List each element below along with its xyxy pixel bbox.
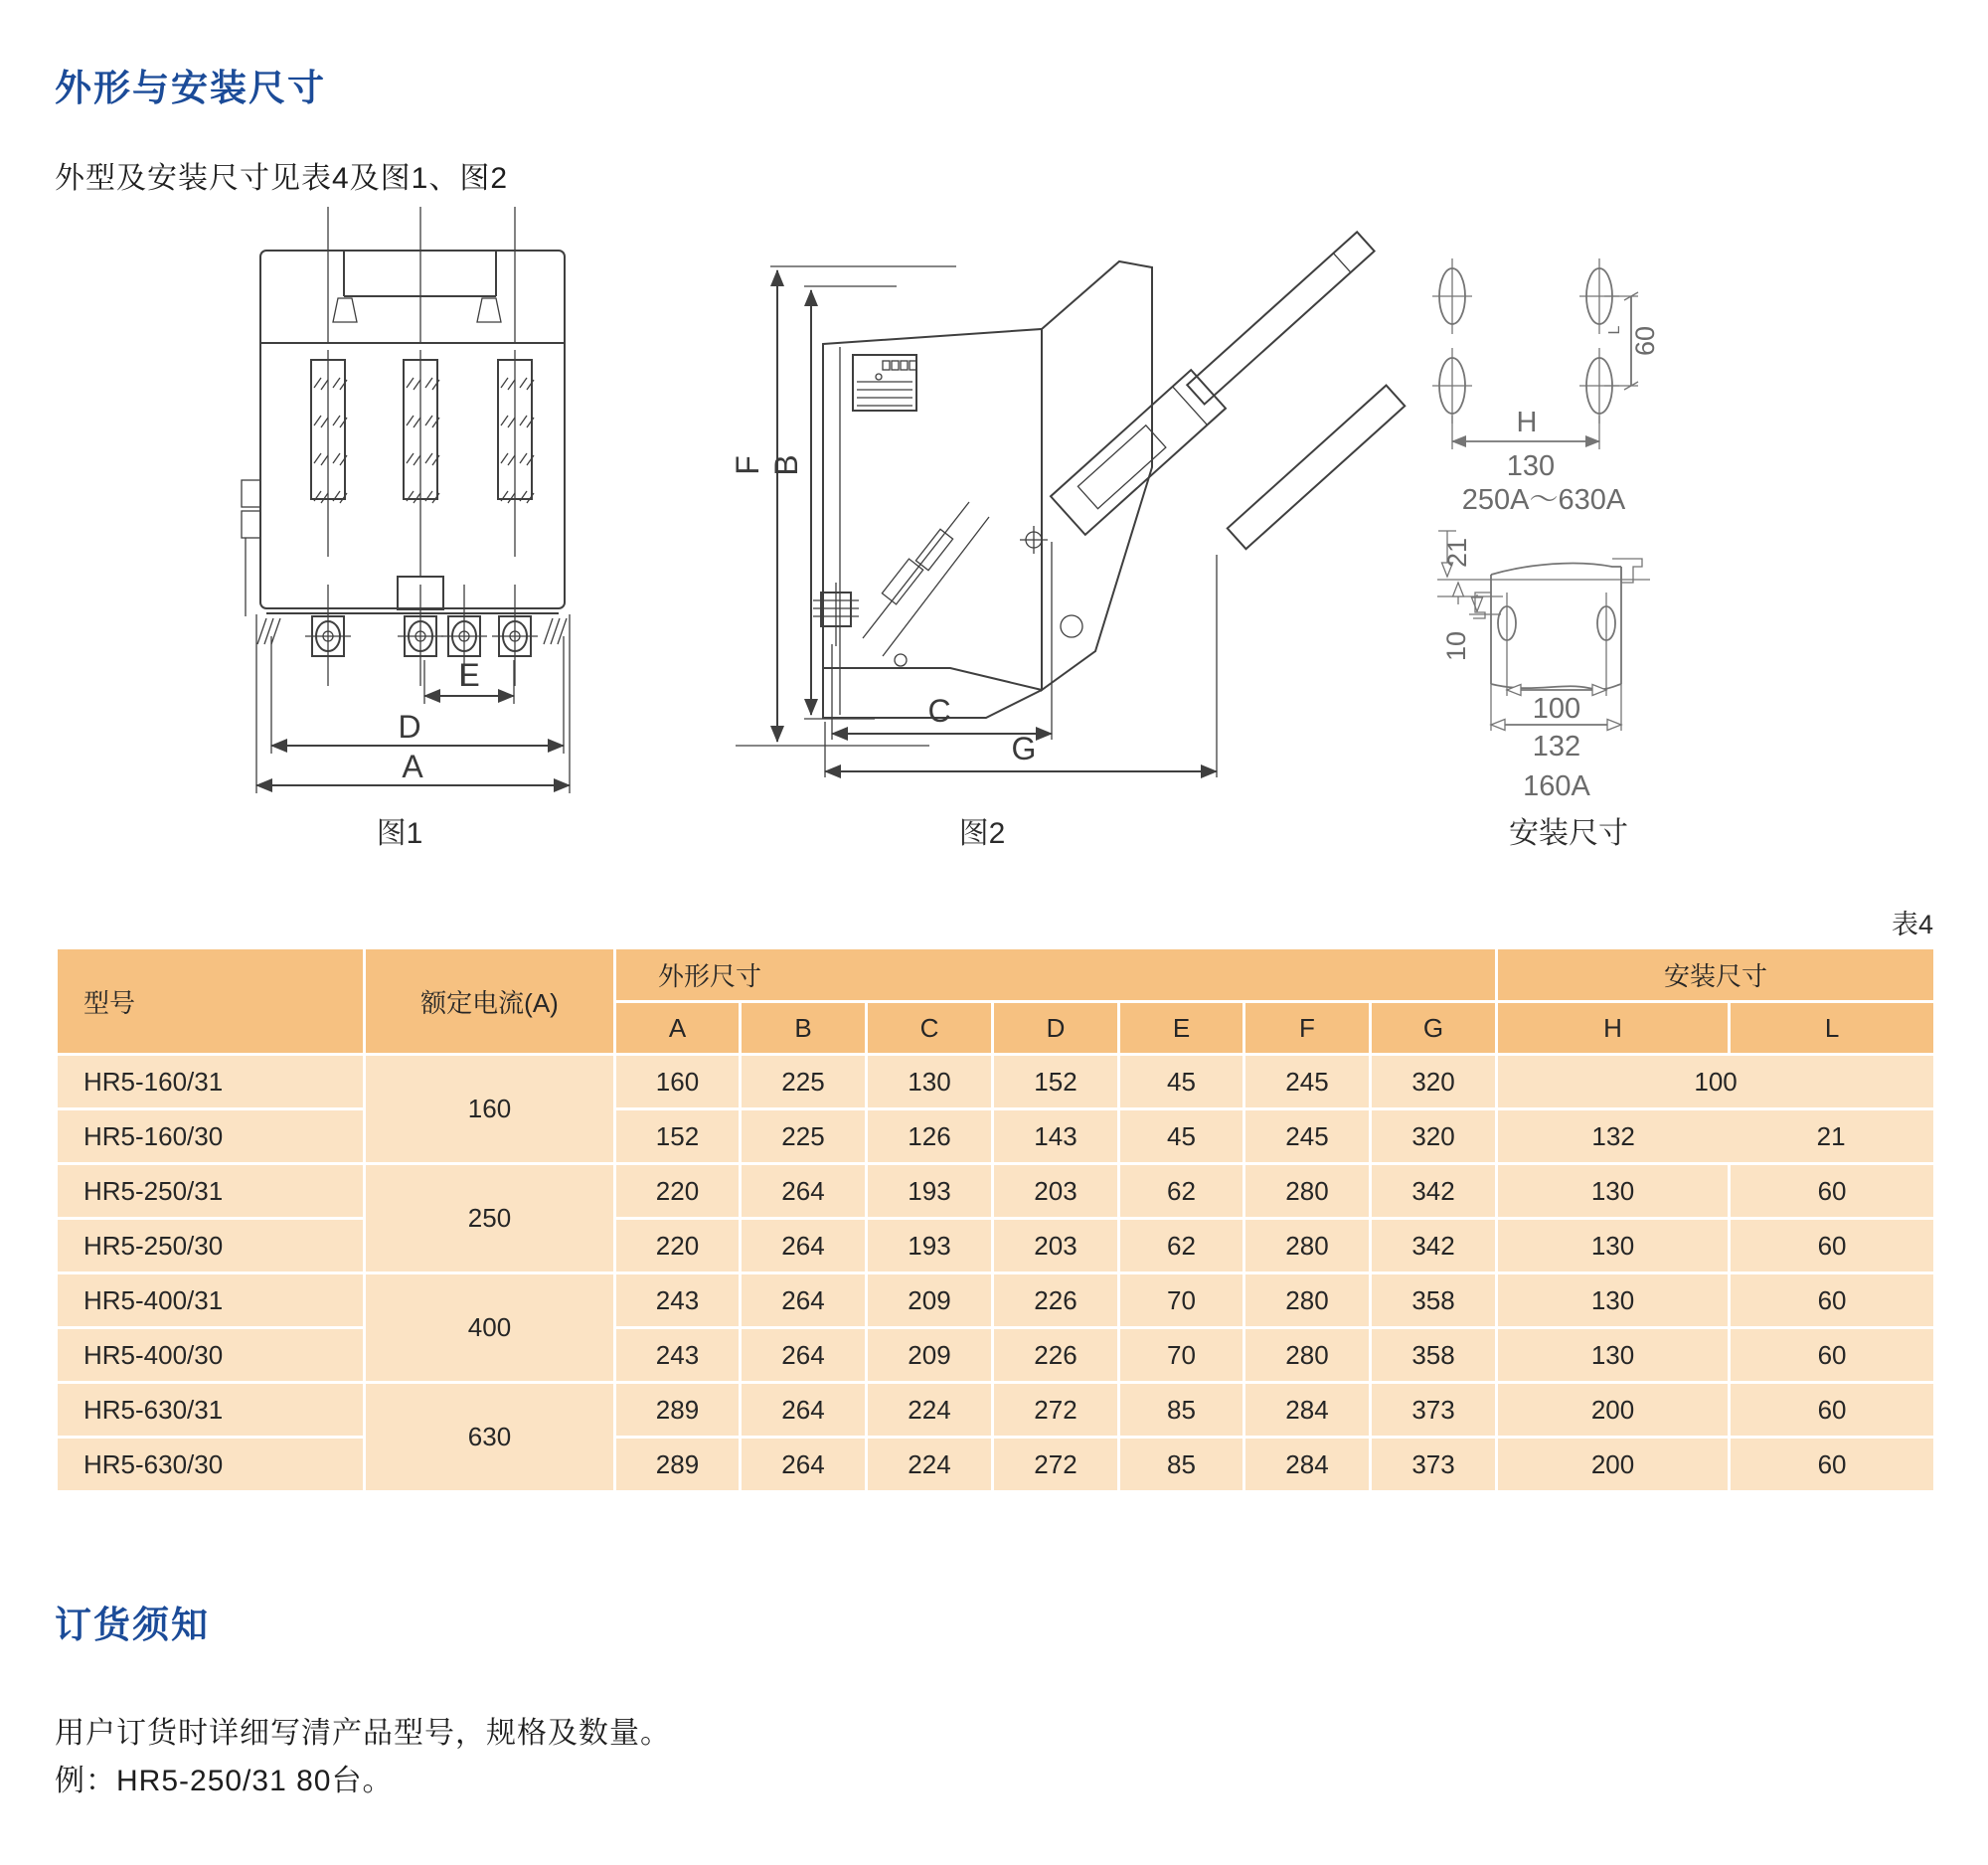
fig1-dim-a-label: A bbox=[402, 749, 423, 784]
cell-d: 203 bbox=[993, 1164, 1119, 1219]
cell-f: 280 bbox=[1244, 1273, 1371, 1328]
order-note-line1: 用户订货时详细写清产品型号，规格及数量。 bbox=[55, 1717, 671, 1750]
cell-g: 358 bbox=[1371, 1273, 1497, 1328]
cell-a: 220 bbox=[615, 1164, 741, 1219]
table-header-row bbox=[57, 948, 1935, 1002]
cell-c: 193 bbox=[867, 1219, 993, 1273]
cell-b: 264 bbox=[741, 1328, 867, 1383]
table-row bbox=[57, 1164, 1935, 1219]
cell-l: 60 bbox=[1730, 1219, 1935, 1273]
cell-c: 126 bbox=[867, 1109, 993, 1164]
cell-e: 45 bbox=[1119, 1109, 1244, 1164]
col-header-d: D bbox=[993, 1002, 1119, 1055]
mount-160-hole-span: 100 bbox=[1532, 693, 1581, 725]
col-header-a: A bbox=[615, 1002, 741, 1055]
mount-160-overall-width: 132 bbox=[1532, 731, 1581, 763]
cell-e: 45 bbox=[1119, 1055, 1244, 1109]
fig2-dim-b-label: B bbox=[768, 454, 804, 476]
fig2-dim-g-label: G bbox=[1011, 731, 1037, 766]
figure-2-caption: 图2 bbox=[958, 817, 1006, 850]
page-title: 外形与安装尺寸 bbox=[55, 68, 326, 108]
cell-hl-merged: 100 bbox=[1497, 1055, 1935, 1109]
figure-2-side-view bbox=[730, 232, 1405, 850]
cell-e: 62 bbox=[1119, 1164, 1244, 1219]
col-header-b: B bbox=[741, 1002, 867, 1055]
cell-l: 60 bbox=[1730, 1328, 1935, 1383]
cell-h: 200 bbox=[1497, 1438, 1730, 1492]
cell-current: 400 bbox=[365, 1273, 615, 1383]
cell-a: 243 bbox=[615, 1328, 741, 1383]
cell-model: HR5-400/31 bbox=[57, 1273, 365, 1328]
cell-g: 358 bbox=[1371, 1328, 1497, 1383]
group-header-outline: 外形尺寸 bbox=[615, 948, 1497, 1002]
cell-f: 245 bbox=[1244, 1055, 1371, 1109]
col-header-h: H bbox=[1497, 1002, 1730, 1055]
table-row bbox=[57, 1328, 1935, 1383]
dimension-table bbox=[55, 946, 1936, 1493]
cell-d: 203 bbox=[993, 1219, 1119, 1273]
fig1-dim-d-label: D bbox=[398, 709, 421, 745]
table-row bbox=[57, 1438, 1935, 1492]
group-header-mounting: 安装尺寸 bbox=[1497, 948, 1935, 1002]
fig2-dim-f-label: F bbox=[730, 455, 765, 475]
mount-top-l-value: 60 bbox=[1630, 325, 1660, 357]
cell-b: 264 bbox=[741, 1438, 867, 1492]
mounting-diagram-160 bbox=[1437, 531, 1650, 850]
cell-g: 320 bbox=[1371, 1109, 1497, 1164]
mount-top-h-label: H bbox=[1516, 407, 1538, 438]
cell-h: 130 bbox=[1497, 1328, 1730, 1383]
subtitle: 外型及安装尺寸见表4及图1、图2 bbox=[55, 162, 509, 195]
cell-c: 209 bbox=[867, 1273, 993, 1328]
cell-b: 225 bbox=[741, 1109, 867, 1164]
figure-1-front-view bbox=[242, 207, 570, 850]
cell-d: 152 bbox=[993, 1055, 1119, 1109]
cell-model: HR5-160/30 bbox=[57, 1109, 365, 1164]
cell-model: HR5-250/30 bbox=[57, 1219, 365, 1273]
mount-subcaption: 安装尺寸 bbox=[1509, 817, 1628, 850]
cell-d: 226 bbox=[993, 1328, 1119, 1383]
cell-current: 250 bbox=[365, 1164, 615, 1273]
cell-g: 342 bbox=[1371, 1219, 1497, 1273]
col-header-l: L bbox=[1730, 1002, 1935, 1055]
cell-e: 85 bbox=[1119, 1438, 1244, 1492]
mount-top-caption: 250A～630A bbox=[1461, 484, 1626, 516]
table-row bbox=[57, 1219, 1935, 1273]
cell-e: 70 bbox=[1119, 1273, 1244, 1328]
cell-f: 280 bbox=[1244, 1328, 1371, 1383]
cell-h: 130 bbox=[1497, 1164, 1730, 1219]
cell-h: 132 bbox=[1591, 1120, 1635, 1151]
table-row bbox=[57, 1273, 1935, 1328]
order-section-title: 订货须知 bbox=[55, 1605, 210, 1645]
mount-160-hook-depth: 10 bbox=[1441, 630, 1471, 662]
cell-e: 70 bbox=[1119, 1328, 1244, 1383]
order-note-line2: 例：HR5-250/31 80台。 bbox=[55, 1765, 394, 1797]
technical-drawings bbox=[0, 0, 1988, 875]
cell-b: 264 bbox=[741, 1383, 867, 1438]
table-row bbox=[57, 1109, 1935, 1164]
mount-160-top-offset: 21 bbox=[1442, 537, 1472, 569]
cell-model: HR5-630/31 bbox=[57, 1383, 365, 1438]
cell-model: HR5-630/30 bbox=[57, 1438, 365, 1492]
cell-f: 284 bbox=[1244, 1383, 1371, 1438]
cell-b: 225 bbox=[741, 1055, 867, 1109]
cell-b: 264 bbox=[741, 1164, 867, 1219]
cell-g: 342 bbox=[1371, 1164, 1497, 1219]
cell-d: 226 bbox=[993, 1273, 1119, 1328]
cell-hl bbox=[1497, 1109, 1935, 1164]
cell-l: 60 bbox=[1730, 1273, 1935, 1328]
cell-a: 289 bbox=[615, 1438, 741, 1492]
cell-d: 272 bbox=[993, 1438, 1119, 1492]
mount-160-caption: 160A bbox=[1523, 770, 1590, 802]
cell-f: 280 bbox=[1244, 1219, 1371, 1273]
table-tag: 表4 bbox=[1891, 910, 1933, 939]
cell-c: 224 bbox=[867, 1438, 993, 1492]
col-header-model: 型号 bbox=[57, 948, 365, 1055]
cell-c: 193 bbox=[867, 1164, 993, 1219]
col-header-current: 额定电流(A) bbox=[365, 948, 615, 1055]
cell-d: 143 bbox=[993, 1109, 1119, 1164]
cell-d: 272 bbox=[993, 1383, 1119, 1438]
cell-g: 373 bbox=[1371, 1383, 1497, 1438]
cell-a: 289 bbox=[615, 1383, 741, 1438]
cell-g: 373 bbox=[1371, 1438, 1497, 1492]
table-row bbox=[57, 1383, 1935, 1438]
cell-c: 209 bbox=[867, 1328, 993, 1383]
cell-current: 160 bbox=[365, 1055, 615, 1164]
cell-model: HR5-250/31 bbox=[57, 1164, 365, 1219]
cell-c: 130 bbox=[867, 1055, 993, 1109]
cell-f: 284 bbox=[1244, 1438, 1371, 1492]
fig2-dim-c-label: C bbox=[927, 693, 951, 729]
cell-g: 320 bbox=[1371, 1055, 1497, 1109]
mount-top-l-label: L bbox=[1606, 325, 1623, 335]
cell-h: 200 bbox=[1497, 1383, 1730, 1438]
cell-model: HR5-400/30 bbox=[57, 1328, 365, 1383]
cell-a: 220 bbox=[615, 1219, 741, 1273]
col-header-c: C bbox=[867, 1002, 993, 1055]
cell-e: 85 bbox=[1119, 1383, 1244, 1438]
cell-a: 160 bbox=[615, 1055, 741, 1109]
cell-e: 62 bbox=[1119, 1219, 1244, 1273]
mount-top-h-value: 130 bbox=[1506, 450, 1556, 482]
col-header-e: E bbox=[1119, 1002, 1244, 1055]
cell-l: 60 bbox=[1730, 1438, 1935, 1492]
cell-c: 224 bbox=[867, 1383, 993, 1438]
cell-l: 60 bbox=[1730, 1164, 1935, 1219]
col-header-g: G bbox=[1371, 1002, 1497, 1055]
figure-1-caption: 图1 bbox=[376, 817, 423, 850]
cell-l: 21 bbox=[1816, 1120, 1846, 1151]
cell-b: 264 bbox=[741, 1219, 867, 1273]
cell-a: 152 bbox=[615, 1109, 741, 1164]
mounting-diagram-250-630 bbox=[1432, 258, 1660, 516]
cell-h: 130 bbox=[1497, 1273, 1730, 1328]
cell-current: 630 bbox=[365, 1383, 615, 1492]
cell-h: 130 bbox=[1497, 1219, 1730, 1273]
cell-model: HR5-160/31 bbox=[57, 1055, 365, 1109]
table-row bbox=[57, 1055, 1935, 1109]
fig1-dim-e-label: E bbox=[458, 657, 480, 693]
cell-a: 243 bbox=[615, 1273, 741, 1328]
cell-b: 264 bbox=[741, 1273, 867, 1328]
col-header-f: F bbox=[1244, 1002, 1371, 1055]
cell-f: 245 bbox=[1244, 1109, 1371, 1164]
cell-f: 280 bbox=[1244, 1164, 1371, 1219]
cell-l: 60 bbox=[1730, 1383, 1935, 1438]
